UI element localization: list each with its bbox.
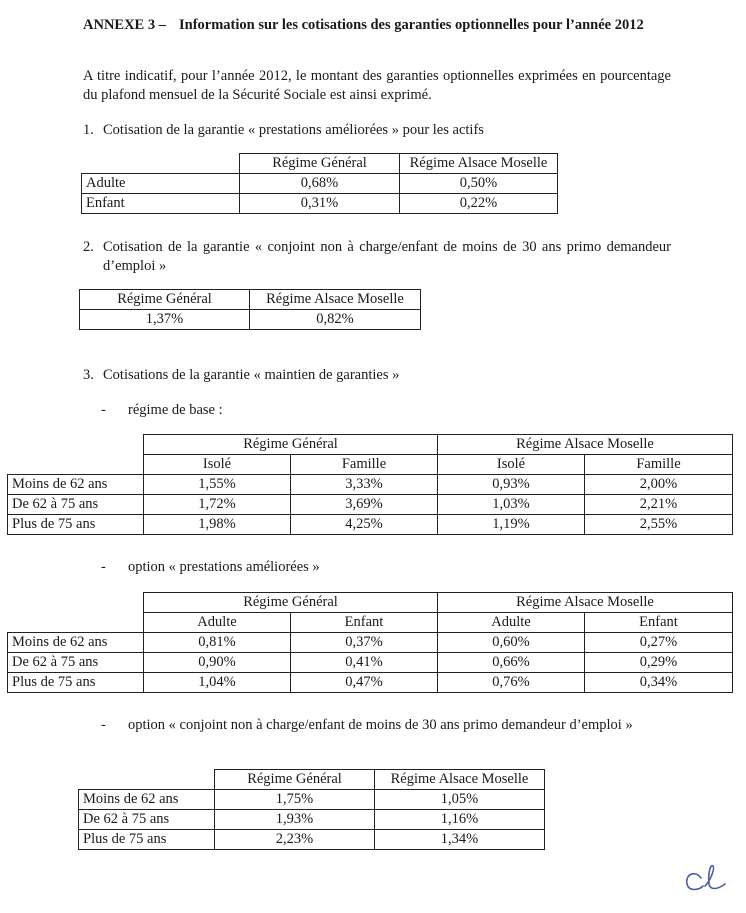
empty-cell: [8, 455, 144, 475]
value-cell: 4,25%: [291, 515, 438, 535]
value-cell: 0,76%: [438, 673, 585, 693]
value-cell: 1,75%: [215, 790, 375, 810]
value-cell: 0,37%: [291, 633, 438, 653]
table-row: [82, 194, 558, 214]
table-row: [8, 475, 733, 495]
empty-cell: [8, 593, 144, 613]
table-header-row: [79, 770, 545, 790]
subheader-cell: Enfant: [291, 613, 438, 633]
subheader-cell: Isolé: [438, 455, 585, 475]
header-cell: Régime Général: [80, 290, 250, 310]
value-cell: 1,04%: [144, 673, 291, 693]
table-row: [8, 495, 733, 515]
table-base-regime: [7, 434, 733, 535]
subheader-cell: Enfant: [585, 613, 733, 633]
value-cell: 1,55%: [144, 475, 291, 495]
value-cell: 0,41%: [291, 653, 438, 673]
value-cell: 1,03%: [438, 495, 585, 515]
value-cell: 2,23%: [215, 830, 375, 850]
value-cell: 2,00%: [585, 475, 733, 495]
value-cell: 1,34%: [375, 830, 545, 850]
header-cell: Régime Général: [240, 154, 400, 174]
subheader-cell: Famille: [291, 455, 438, 475]
value-cell: 1,16%: [375, 810, 545, 830]
value-cell: 0,34%: [585, 673, 733, 693]
row-label: Moins de 62 ans: [8, 475, 144, 495]
row-label: Plus de 75 ans: [79, 830, 215, 850]
value-cell: 1,72%: [144, 495, 291, 515]
table-row: [79, 810, 545, 830]
annex-title: [83, 16, 683, 35]
value-cell: 0,81%: [144, 633, 291, 653]
dash-bullet: -: [101, 559, 106, 575]
table-option-conjoint: [78, 769, 545, 850]
header-cell: Régime Alsace Moselle: [400, 154, 558, 174]
empty-cell: [8, 435, 144, 455]
table-group-header-row: [8, 435, 733, 455]
header-cell: Régime Alsace Moselle: [375, 770, 545, 790]
header-cell: Régime Général: [215, 770, 375, 790]
subsection-option1-heading: [101, 558, 320, 577]
subsection-base-heading: [101, 401, 223, 420]
dash-bullet: -: [101, 717, 106, 733]
value-cell: 0,47%: [291, 673, 438, 693]
header-cell: Régime Alsace Moselle: [250, 290, 421, 310]
table-header-row: [80, 290, 421, 310]
value-cell: 0,50%: [400, 174, 558, 194]
group-header: Régime Alsace Moselle: [438, 593, 733, 613]
table-group-header-row: [8, 593, 733, 613]
section-1-heading: [83, 121, 484, 140]
table-subheader-row: [8, 455, 733, 475]
table-row: [8, 653, 733, 673]
row-label: Moins de 62 ans: [8, 633, 144, 653]
table-option-prestations: [7, 592, 733, 693]
value-cell: 1,37%: [80, 310, 250, 330]
subheader-cell: Adulte: [438, 613, 585, 633]
section-number: 1.: [83, 122, 94, 138]
row-label: Enfant: [82, 194, 240, 214]
value-cell: 0,60%: [438, 633, 585, 653]
empty-cell: [82, 154, 240, 174]
table-row: [82, 174, 558, 194]
subheader-cell: Famille: [585, 455, 733, 475]
group-header: Régime Général: [144, 435, 438, 455]
table-section-2: [79, 289, 421, 330]
empty-cell: [8, 613, 144, 633]
value-cell: 0,29%: [585, 653, 733, 673]
subsection-text: option « conjoint non à charge/enfant de moins de 30 ans primo demandeur d’emploi »: [128, 717, 633, 733]
value-cell: 0,31%: [240, 194, 400, 214]
table-header-row: [82, 154, 558, 174]
value-cell: 1,98%: [144, 515, 291, 535]
section-number: 3.: [83, 367, 94, 383]
row-label: Adulte: [82, 174, 240, 194]
table-row: [79, 830, 545, 850]
value-cell: 0,90%: [144, 653, 291, 673]
table-row: [8, 673, 733, 693]
section-text: Cotisations de la garantie « maintien de garanties »: [103, 367, 400, 383]
section-text: Cotisation de la garantie « conjoint non à charge/enfant de moins de 30 ans primo demandeur d’emploi »: [103, 239, 671, 274]
dash-bullet: -: [101, 402, 106, 418]
subsection-option2-heading: [101, 716, 673, 735]
annex-title-text: Information sur les cotisations des garanties optionnelles pour l’année 2012: [179, 17, 644, 33]
section-number: 2.: [83, 239, 94, 255]
row-label: De 62 à 75 ans: [8, 495, 144, 515]
value-cell: 0,22%: [400, 194, 558, 214]
value-cell: 0,27%: [585, 633, 733, 653]
value-cell: 2,55%: [585, 515, 733, 535]
intro-paragraph: A titre indicatif, pour l’année 2012, le montant des garanties optionnelles exprimées en pourcentage du plafond mensuel de la Sécurité Sociale est ainsi exprimé.: [83, 68, 671, 103]
section-2-heading: [83, 238, 671, 276]
group-header: Régime Alsace Moselle: [438, 435, 733, 455]
row-label: Plus de 75 ans: [8, 515, 144, 535]
handwritten-initials: [675, 860, 735, 900]
table-subheader-row: [8, 613, 733, 633]
row-label: Moins de 62 ans: [79, 790, 215, 810]
section-3-heading: [83, 366, 399, 385]
value-cell: 1,93%: [215, 810, 375, 830]
value-cell: 3,33%: [291, 475, 438, 495]
value-cell: 0,66%: [438, 653, 585, 673]
value-cell: 1,05%: [375, 790, 545, 810]
value-cell: 0,93%: [438, 475, 585, 495]
value-cell: 0,82%: [250, 310, 421, 330]
row-label: De 62 à 75 ans: [79, 810, 215, 830]
value-cell: 3,69%: [291, 495, 438, 515]
section-text: Cotisation de la garantie « prestations améliorées » pour les actifs: [103, 122, 484, 138]
row-label: Plus de 75 ans: [8, 673, 144, 693]
subsection-text: option « prestations améliorées »: [128, 559, 320, 575]
group-header: Régime Général: [144, 593, 438, 613]
table-row: [8, 515, 733, 535]
row-label: De 62 à 75 ans: [8, 653, 144, 673]
empty-cell: [79, 770, 215, 790]
table-row: [79, 790, 545, 810]
subheader-cell: Adulte: [144, 613, 291, 633]
table-row: [8, 633, 733, 653]
value-cell: 0,68%: [240, 174, 400, 194]
subsection-text: régime de base :: [128, 402, 223, 418]
table-section-1: [81, 153, 558, 214]
value-cell: 2,21%: [585, 495, 733, 515]
annex-number: ANNEXE 3 –: [83, 17, 166, 33]
subheader-cell: Isolé: [144, 455, 291, 475]
table-row: [80, 310, 421, 330]
value-cell: 1,19%: [438, 515, 585, 535]
